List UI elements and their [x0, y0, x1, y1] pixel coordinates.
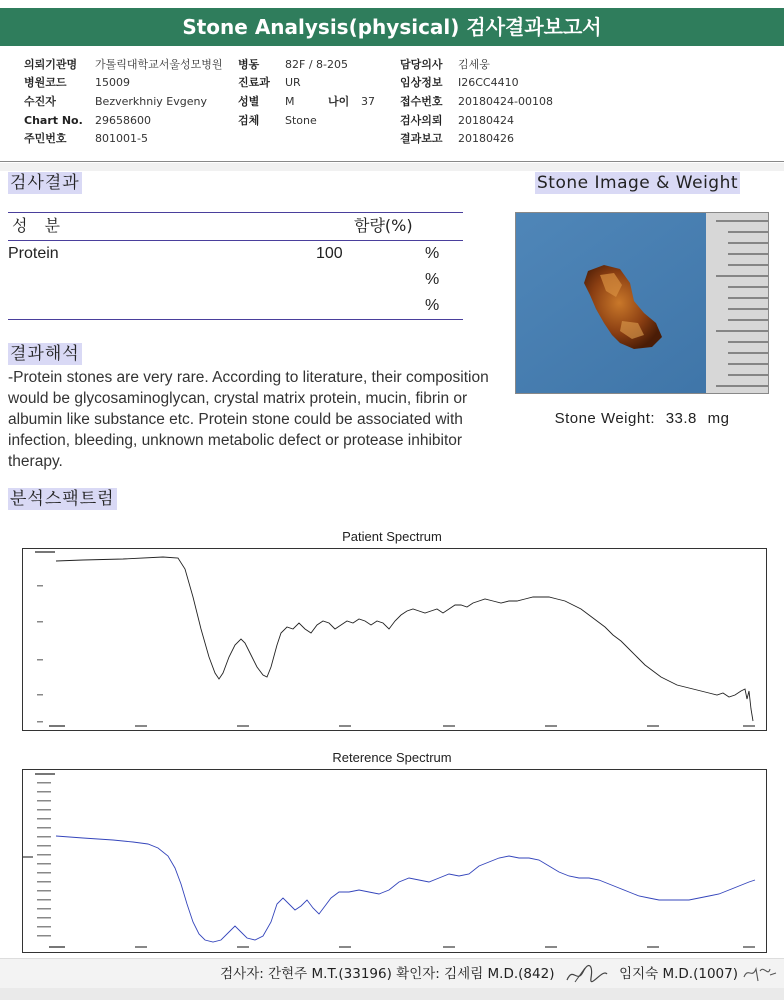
hospital-code-value: 15009	[95, 76, 130, 89]
doctor-label: 담당의사	[400, 58, 443, 71]
department-label: 진료과	[238, 76, 270, 89]
ward-label: 병동	[238, 58, 260, 71]
reference-spectrum-plot	[22, 769, 767, 953]
interpretation-text: -Protein stones are very rare. According to literature, their composition would be glycosaminoglycan, crystal matrix protein, mucin, fibrin or albumin like substance etc. Protein stone could be associated with infection, bleeding, unknown metabolic defect or protease inhibitor therapy.	[8, 369, 489, 470]
component-cell: Protein	[8, 245, 59, 262]
signature-footer	[0, 958, 784, 988]
stone-image-heading: Stone Image & Weight	[537, 173, 739, 193]
patient-spectrum-title: Patient Spectrum	[342, 529, 442, 544]
specimen-value: Stone	[285, 114, 317, 127]
component-column-header: 성 분	[12, 216, 66, 235]
id-no-value: 801001-5	[95, 132, 148, 145]
patient-label: 수진자	[24, 95, 56, 108]
chart-no-value: 29658600	[95, 114, 151, 127]
id-no-label: 주민번호	[24, 132, 67, 145]
page-bottom-band	[0, 988, 784, 1000]
report-date-value: 20180426	[458, 132, 514, 145]
report-date-label: 결과보고	[400, 132, 443, 145]
results-heading: 검사결과	[10, 173, 80, 193]
stone-weight	[515, 410, 769, 427]
stone-weight-value: 33.8	[665, 410, 697, 427]
report-title: Stone Analysis(physical) 검사결과보고서	[0, 8, 784, 46]
accession-label: 접수번호	[400, 95, 443, 108]
request-date-value: 20180424	[458, 114, 514, 127]
clinical-info-label: 임상정보	[400, 76, 443, 89]
accession-value: 20180424-00108	[458, 95, 553, 108]
handwritten-signature-icon	[740, 961, 780, 987]
institution-value: 가톨릭대학교서울성모병원	[95, 58, 223, 71]
signatories-text: 검사자: 간현주 M.T.(33196) 확인자: 김세림 M.D.(842)	[220, 966, 555, 982]
interpretation-heading: 결과해석	[10, 344, 80, 364]
approver-text: 임지숙 M.D.(1007)	[619, 966, 738, 982]
hospital-code-label: 병원코드	[24, 76, 67, 89]
department-value: UR	[285, 76, 301, 89]
spectrum-heading: 분석스팩트럼	[10, 489, 115, 509]
table-row	[8, 293, 463, 319]
institution-label: 의뢰기관명	[24, 58, 78, 71]
composition-table	[8, 212, 463, 320]
chart-no-label: Chart No.	[24, 114, 83, 127]
request-date-label: 검사의뢰	[400, 114, 443, 127]
clinical-info-value: I26CC4410	[458, 76, 519, 89]
stone-weight-label: Stone Weight:	[554, 410, 656, 427]
signature-mark-icon	[563, 962, 611, 986]
stone-weight-unit: mg	[707, 410, 730, 427]
sex-value: M	[285, 95, 295, 108]
patient-spectrum-plot	[22, 548, 767, 731]
unit-cell: %	[425, 245, 440, 262]
table-row	[8, 241, 463, 267]
divider-band	[0, 163, 784, 171]
sex-label: 성별	[238, 95, 260, 108]
doctor-value: 김세웅	[458, 58, 490, 71]
amount-cell: 100	[316, 245, 343, 262]
specimen-label: 검체	[238, 114, 260, 127]
unit-cell: %	[425, 297, 440, 314]
amount-column-header: 함량(%)	[354, 216, 413, 235]
reference-spectrum-title: Reterence Spectrum	[332, 750, 452, 765]
stone-photo	[515, 212, 769, 394]
age-value: 37	[361, 95, 375, 108]
unit-cell: %	[425, 271, 440, 288]
signature-line	[220, 962, 738, 986]
age-label: 나이	[328, 95, 350, 108]
table-header	[8, 213, 463, 241]
patient-value: Bezverkhniy Evgeny	[95, 95, 207, 108]
patient-info-panel	[0, 50, 784, 162]
ward-value: 82F / 8-205	[285, 58, 348, 71]
table-row	[8, 267, 463, 293]
